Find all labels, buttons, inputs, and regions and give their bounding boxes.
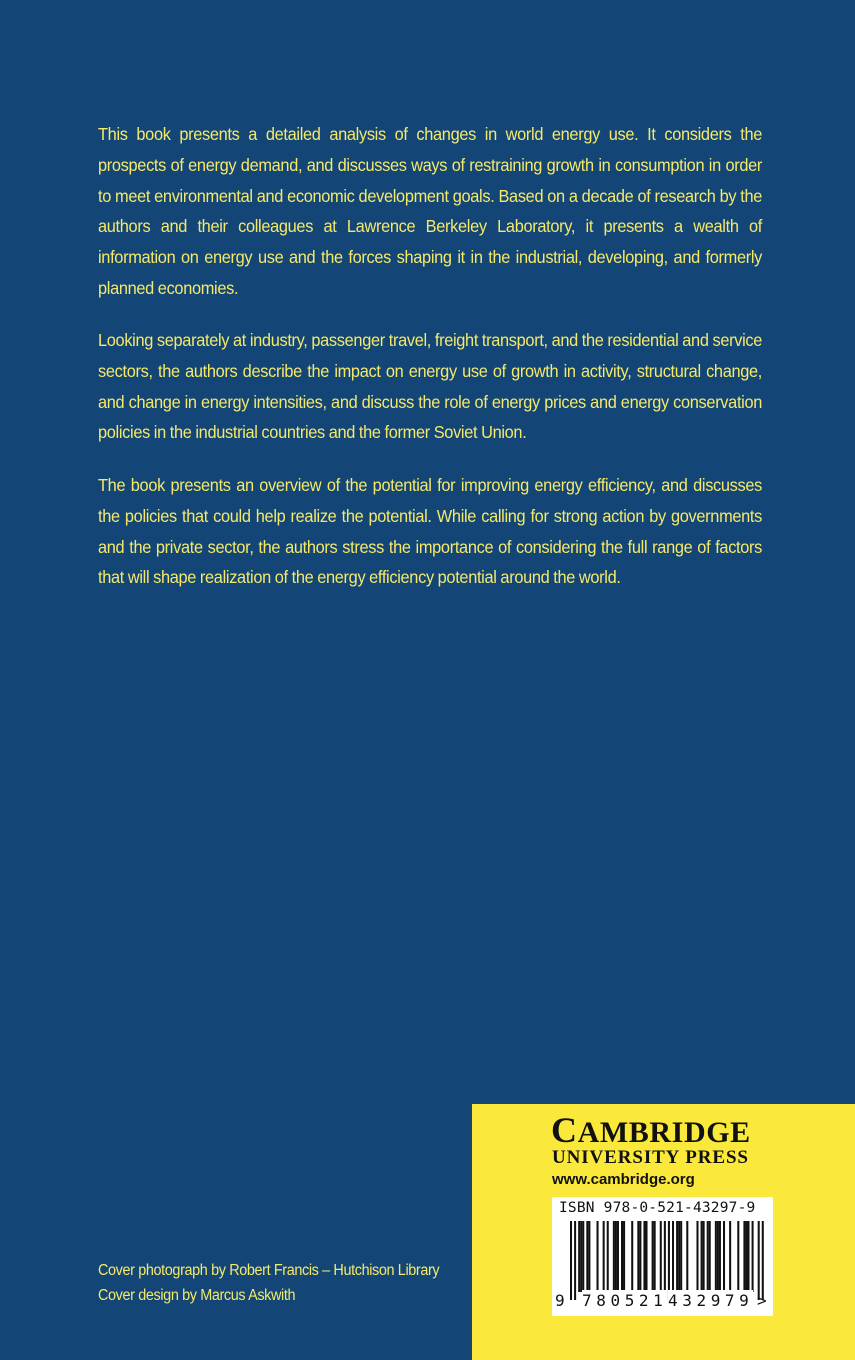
barcode-bar: [643, 1221, 645, 1292]
barcode-bar: [637, 1221, 639, 1292]
barcode-bar: [717, 1221, 719, 1292]
ean-right-group: 432979: [668, 1291, 754, 1310]
barcode-bar: [703, 1221, 705, 1292]
barcode-bar: [645, 1221, 647, 1292]
barcode-bar: [623, 1221, 625, 1292]
barcode-bar: [652, 1221, 654, 1292]
barcode-bar: [701, 1221, 703, 1292]
barcode-bar: [752, 1221, 754, 1292]
barcode-bar: [723, 1221, 725, 1292]
barcode-bar: [668, 1221, 670, 1300]
barcode-bar: [676, 1221, 678, 1292]
photo-credit: Cover photograph by Robert Francis – Hutchison Library: [98, 1262, 440, 1279]
barcode-bar: [570, 1221, 572, 1300]
barcode-bar: [709, 1221, 711, 1292]
blurb-paragraph-3: The book presents an overview of the potential for improving energy efficiency, and discusses the policies that could help realize the potential. While calling for strong action by governments and the private sector, the authors stress the importance of considering the full range of factors that will shape realization of the energy efficiency potential around the world.: [98, 475, 763, 588]
barcode-bar: [745, 1221, 747, 1292]
design-credit: Cover design by Marcus Askwith: [98, 1287, 296, 1304]
ean-digits: [552, 1290, 773, 1314]
barcode-bar: [660, 1221, 662, 1292]
barcode-bar: [686, 1221, 688, 1292]
barcode-bar: [672, 1221, 674, 1292]
barcode-bar: [597, 1221, 599, 1292]
barcode-bar: [613, 1221, 615, 1292]
publisher-panel: [472, 1104, 855, 1360]
blurb-paragraph-1: This book presents a detailed analysis of changes in world energy use. It considers the prospects of energy demand, and discusses ways of restraining growth in consumption in order to meet environmental and economic development goals. Based on a decade of research by the authors and their colleagues at Lawrence Berkeley Laboratory, it presents a wealth of information on energy use and the forces shaping it in the industrial, developing, and formerly planned economies.: [98, 124, 763, 298]
ean-quiet-zone-arrow: >: [757, 1291, 767, 1310]
barcode-bar: [654, 1221, 656, 1292]
barcode-bar: [631, 1221, 633, 1292]
barcode-bar: [580, 1221, 582, 1292]
barcode-bar: [678, 1221, 680, 1292]
barcode-bar: [582, 1221, 584, 1292]
barcode-bar: [617, 1221, 619, 1292]
barcode-bar: [615, 1221, 617, 1292]
barcode-bar: [664, 1221, 666, 1300]
ean-first-digit: 9: [555, 1291, 565, 1310]
barcode-bar: [747, 1221, 749, 1292]
barcode-bar: [737, 1221, 739, 1292]
ean-left-group: 780521: [582, 1291, 668, 1310]
barcode-bar: [719, 1221, 721, 1292]
barcode-bar: [743, 1221, 745, 1292]
cover-credits: [98, 1258, 439, 1308]
logo-name: AMBRIDGE: [577, 1116, 751, 1149]
isbn-barcode: [552, 1197, 773, 1316]
barcode-bar: [639, 1221, 641, 1292]
barcode-bar: [707, 1221, 709, 1292]
barcode-bar: [578, 1221, 580, 1292]
barcode-bar: [588, 1221, 590, 1292]
barcode-bar: [607, 1221, 609, 1292]
barcode-bar: [715, 1221, 717, 1292]
barcode-bar: [696, 1221, 698, 1292]
barcode-bar: [621, 1221, 623, 1292]
publisher-website: www.cambridge.org: [552, 1171, 695, 1188]
blurb-paragraph-2: Looking separately at industry, passenger travel, freight transport, and the residential and service sectors, the authors describe the impact on energy use of growth in activity, structural change, and change in energy intensities, and discuss the role of energy prices and energy conservation policies in the industrial countries and the former Soviet Union.: [98, 330, 763, 443]
isbn-label: ISBN 978-0-521-43297-9: [559, 1200, 756, 1216]
barcode-bar: [586, 1221, 588, 1292]
barcode-bar: [603, 1221, 605, 1292]
publisher-subtitle: UNIVERSITY PRESS: [552, 1147, 749, 1168]
barcode-bar: [574, 1221, 576, 1300]
barcode-bar: [762, 1221, 764, 1300]
barcode-bar: [758, 1221, 760, 1300]
barcode-bar: [729, 1221, 731, 1292]
logo-initial: C: [551, 1110, 578, 1150]
publisher-logo: [551, 1109, 751, 1151]
barcode-bar: [680, 1221, 682, 1292]
